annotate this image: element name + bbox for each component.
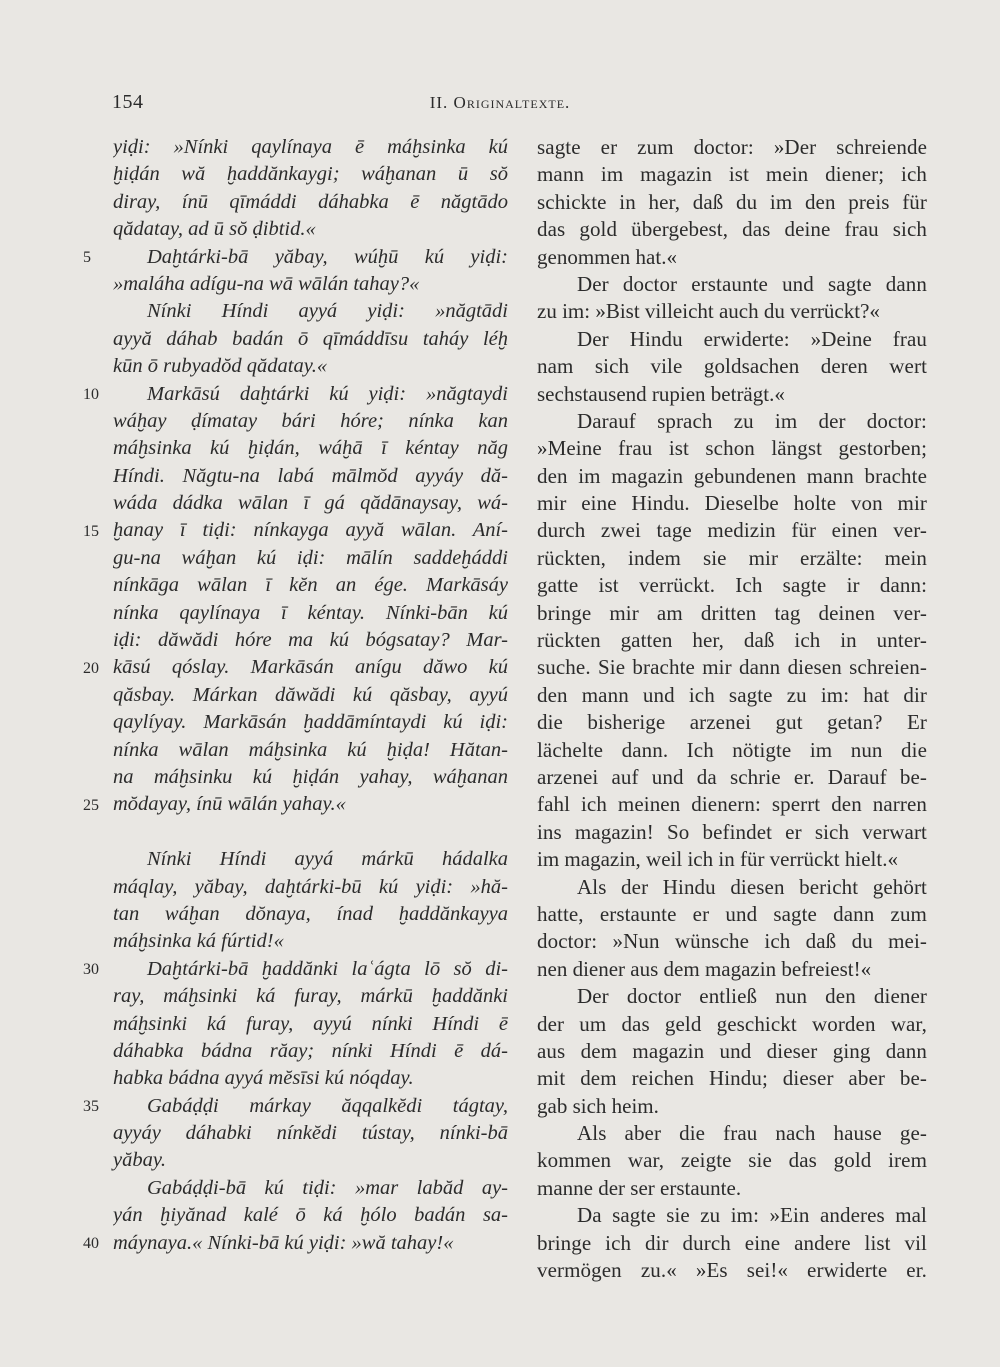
translation-line: den mann und ich sagte zu im: hat dir <box>537 682 927 707</box>
translation-line: mir eine Hindu. Dieselbe holte von mir <box>537 491 927 516</box>
translation-line: doctor: »Nun wünsche ich daß du mei- <box>537 929 927 954</box>
translation-line: arzenei auf und da schrie er. Darauf be- <box>537 764 927 789</box>
translation-line: Als der Hindu diesen bericht gehört <box>577 874 927 899</box>
line-number: 15 <box>83 522 99 540</box>
translation-line: lächelte dann. Ich nötigte im nun die <box>537 737 927 762</box>
translation-line: Der doctor erstaunte und sagte dann <box>577 271 927 296</box>
somali-text-line: tan wáḫan dŏnaya, ínad ḫaddănkayya <box>113 902 508 925</box>
line-number: 20 <box>83 659 99 677</box>
somali-text-line: nínkāga wālan ī kĕn an ége. Markāsáy <box>113 574 508 597</box>
translation-line: aus dem magazin und dieser ging dann <box>537 1038 927 1063</box>
translation-line: fahl ich meinen dienern: sperrt den narren <box>537 792 927 817</box>
somali-text-line: »maláha adígu-na wā wālán tahay?« <box>113 272 420 295</box>
somali-text-line: qăsbay. Márkan dăwădi kú qăsbay, ayyú <box>113 683 508 706</box>
somali-text-line: kāsú qóslay. Markāsán anígu dăwo kú <box>113 656 508 679</box>
translation-line: nam sich vile goldsachen deren wert <box>537 354 927 379</box>
somali-text-line: Nínki Híndi ayyá márkū hádalka <box>147 848 508 871</box>
translation-line: Als aber die frau nach hause ge- <box>577 1121 927 1146</box>
translation-line: mann im magazin ist mein diener; ich <box>537 162 927 187</box>
somali-text-line: máḫsinka kú ḫiḍán, wáḫā ī kéntay năg <box>113 437 508 460</box>
translation-line: das gold übergebest, das deine frau sich <box>537 217 927 242</box>
translation-line: im magazin, weil ich in für verrückt hielt.« <box>537 847 898 872</box>
somali-text-line: Daḫtárki-bā ḫaddănki laʿágta lō sŏ di- <box>147 957 508 980</box>
translation-line: Da sagte sie zu im: »Ein anderes mal <box>577 1203 927 1228</box>
german-translation-column <box>537 134 927 1284</box>
translation-line: nen diener aus dem magazin befreiest!« <box>537 956 872 981</box>
translation-line: der um das geld geschickt worden war, <box>537 1011 927 1036</box>
page-number: 154 <box>112 91 144 113</box>
somali-text-line: wáda dádka wālan ī gá qădānaysay, wá- <box>113 492 508 515</box>
somali-text-line: máqlay, yăbay, daḫtárki-bū kú yiḍi: »hă- <box>113 875 508 898</box>
line-number: 25 <box>83 796 99 814</box>
translation-line: bringe mir am dritten tag deinen ver- <box>537 600 927 625</box>
somali-text-line: nínka wālan máḫsinka kú ḫiḍa! Hătan- <box>113 738 508 761</box>
line-number: 5 <box>83 248 91 266</box>
translation-line: zu im: »Bist villeicht auch du verrückt?« <box>537 299 880 324</box>
somali-text-line: ayyă dáhab badán ō qīmáddīsu taháy léḫ <box>113 327 508 350</box>
translation-line: kommen war, zeigte sie das gold irem <box>537 1148 927 1173</box>
somali-text-line: kūn ō rubyadŏd qădatay.« <box>113 355 328 378</box>
line-number: 10 <box>83 385 99 403</box>
line-number: 40 <box>83 1235 99 1252</box>
somali-text-line: máḫsinka ká fúrtid!« <box>113 930 284 953</box>
translation-line: Der Hindu erwiderte: »Deine frau <box>577 326 927 351</box>
somali-text-line: ray, máḫsinki ká furay, márkū ḫaddănki <box>113 985 508 1008</box>
somali-text-line: habka bádna ayyá mĕsīsi kú nóqday. <box>113 1067 414 1090</box>
translation-line: rückten gatten her, daß ich in unter- <box>537 628 927 653</box>
translation-line: genommen hat.« <box>537 244 677 269</box>
somali-text-line: Markāsú daḫtárki kú yiḍi: »năgtaydi <box>147 382 508 405</box>
somali-text-line: yăbay. <box>113 1149 166 1172</box>
stanza-gap <box>113 819 508 846</box>
somali-text-line: máynaya.« Nínki-bā kú yiḍi: »wă tahay!« <box>113 1231 454 1254</box>
somali-text-line: mŏdayay, ínū wālán yahay.« <box>113 793 346 816</box>
somali-text-column <box>83 134 508 1257</box>
somali-text-line: máḫsinki ká furay, ayyú nínki Híndi ē <box>113 1012 508 1035</box>
somali-text-line: qaylíyay. Markāsán ḫaddāmíntaydi kú iḍi: <box>113 711 508 734</box>
translation-line: gatte ist verrückt. Ich sagte ir dann: <box>537 573 927 598</box>
translation-line: sagte er zum doctor: »Der schreiende <box>537 135 927 159</box>
running-head: II. Originaltexte. <box>429 93 571 112</box>
somali-text-line: nínka qaylínaya ī kéntay. Nínki-bān kú <box>113 601 508 624</box>
somali-text-line: wáḫay ḍímatay bári hóre; nínka kan <box>113 409 508 432</box>
translation-line: Darauf sprach zu im der doctor: <box>577 408 927 433</box>
somali-text-line: Daḫtárki-bā yăbay, wúḫū kú yiḍi: <box>147 245 508 268</box>
translation-line: manne der ser erstaunte. <box>537 1175 742 1200</box>
somali-text-line: ḫiḍán wă ḫaddănkaygi; wáḫanan ū sŏ <box>113 163 508 186</box>
translation-line: die bisherige arzenei gut getan? Er <box>537 710 927 735</box>
translation-line: hatte, erstaunte er und sagte dann zum <box>537 901 927 926</box>
line-number: 30 <box>83 961 99 978</box>
somali-text-line: ḫanay ī tiḍi: nínkayga ayyă wālan. Aní- <box>113 519 508 542</box>
somali-text-line: iḍi: dăwădi hóre ma kú bógsatay? Mar- <box>113 629 508 652</box>
translation-line: bringe ich dir durch eine andere list vil <box>537 1230 927 1255</box>
somali-text-line: yiḍi: »Nínki qaylínaya ē máḫsinka kú <box>113 136 508 158</box>
somali-text-line: Nínki Híndi ayyá yiḍi: »năgtādi <box>147 300 508 323</box>
somali-text-line: dáhabka bádna răay; nínki Híndi ē dá- <box>113 1039 508 1062</box>
translation-line: gab sich heim. <box>537 1093 659 1118</box>
somali-text-line: diray, ínū qīmáddi dáhabka ē năgtādo <box>113 190 508 213</box>
somali-text-line: Híndi. Năgtu-na labá mālmŏd ayyáy dă- <box>113 464 508 487</box>
somali-text-line: gu-na wáḫan kú iḍi: mālín saddeḫáddi <box>113 546 508 569</box>
translation-line: sechstausend rupien beträgt.« <box>537 381 785 406</box>
somali-text-line: Gabáḍḍi márkay ăqqalkĕdi tágtay, <box>147 1094 508 1117</box>
translation-line: durch zwei tage medizin für einen ver- <box>537 518 927 543</box>
translation-line: ins magazin! So befindet er sich verwart <box>537 819 927 844</box>
somali-text-line: na máḫsinku kú ḫiḍán yahay, wáḫanan <box>113 765 508 788</box>
translation-line: Der doctor entließ nun den diener <box>577 984 927 1009</box>
somali-text-line: qădatay, ad ū sŏ ḍibtid.« <box>113 218 316 241</box>
translation-line: vermögen zu.« »Es sei!« erwiderte er. <box>537 1258 927 1283</box>
translation-line: den im magazin gebundenen mann brachte <box>537 463 927 488</box>
somali-text-line: Gabáḍḍi-bā kú tiḍi: »mar labăd ay- <box>147 1176 508 1199</box>
somali-text-line: ayyáy dáhabki nínkĕdi tústay, nínki-bā <box>113 1122 508 1145</box>
translation-line: »Meine frau ist schon längst gestorben; <box>537 436 927 461</box>
line-number: 35 <box>83 1098 99 1115</box>
somali-text-line: yán ḫiyănad kalé ō ká ḫólo badán sa- <box>113 1204 508 1227</box>
translation-line: suche. Sie brachte mir dann diesen schreien- <box>537 655 927 680</box>
translation-line: schickte in her, daß du im den preis für <box>537 189 927 214</box>
translation-line: rückten, indem sie mir erzälte: mein <box>537 545 927 570</box>
translation-line: mit dem reichen Hindu; dieser aber be- <box>537 1066 927 1091</box>
